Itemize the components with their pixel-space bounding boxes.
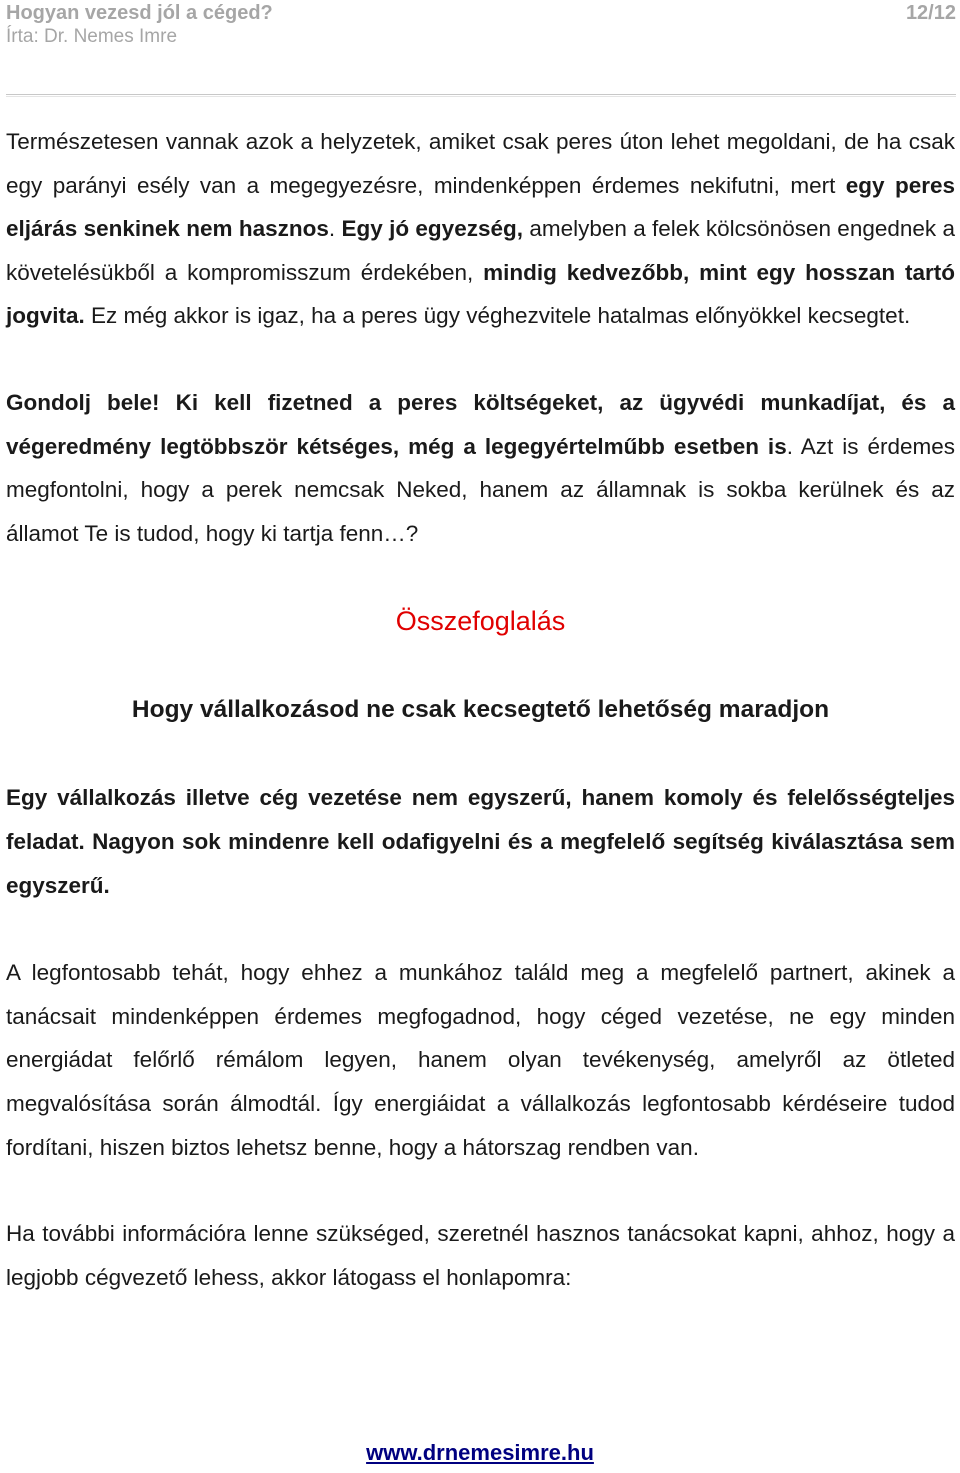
paragraph-think-about-it [6,381,955,555]
bold-run: Gondolj bele! Ki kell fizetned a peres költségeket, az ügyvédi munkadíjat, és a végeredmény legtöbbször kétséges, még a legegyértelműbb esetben is [6,389,955,459]
paragraph-partner: A legfontosabb tehát, hogy ehhez a munkához találd meg a megfelelő partnert, akinek a tanácsait mindenképpen érdemes megfogadnod, hogy céged vezetése, ne egy minden energiádat felőrlő rémálom legyen, hanem olyan tevékenység, amelyről az ötleted megvalósítása során álmodtál. Így energiáidat a vállalkozás legfontosabb kérdéseire tudod fordítani, hiszen biztos lehetsz benne, hogy a hátorszag rendben van. [6,960,955,1160]
text-run: Ez még akkor is igaz, ha a peres ügy véghezvitele hatalmas előnyökkel kecsegtet. [84,303,911,329]
paragraph-summary-bold [6,776,955,907]
bold-run: Egy vállalkozás illetve cég vezetése nem egyszerű, hanem komoly és felelősségteljes feladat. Nagyon sok mindenre kell odafigyelni és a megfelelő segítség kiválasztása sem egyszerű. [6,785,955,898]
paragraph-settlement [6,120,955,338]
bold-run: mindig kedvezőbb, mint egy hosszan tartó jogvita. [6,259,955,329]
bold-run: Egy jó egyezség, [341,216,523,242]
website-link[interactable]: www.drnemesimre.hu [366,1440,594,1465]
document-title: Hogyan vezesd jól a céged? [6,2,273,24]
page-number: 12/12 [905,2,956,24]
section-heading-summary: Összefoglalás [395,606,566,637]
text-run: . Azt is érdemes megfontolni, hogy a perek nemcsak Neked, hanem az államnak is sokba kerülnek és az államot Te is tudod, hogy ki tartja fenn…? [6,433,955,546]
text-run: . [328,216,342,242]
text-run: amelyben a felek kölcsönösen engednek a követelésükből a kompromisszum érdekében, [6,216,955,285]
document-body [6,120,955,1299]
page-header [6,0,956,60]
author-line: Írta: Dr. Nemes Imre [6,26,178,47]
bold-run: egy peres eljárás senkinek nem hasznos [6,172,956,242]
section-subheading: Hogy vállalkozásod ne csak kecsegtető lehetőség maradjon [131,696,830,724]
header-divider [6,94,956,97]
paragraph-contact: Ha további információra lenne szükséged, szeretnél hasznos tanácsokat kapni, ahhoz, hogy a legjobb cégvezető lehess, akkor látogass el honlapomra: [6,1221,955,1290]
text-run: Természetesen vannak azok a helyzetek, amiket csak peres úton lehet megoldani, de ha csak egy parányi esély van a megegyezésre, mindenképpen érdemes nekifutni, mert [6,129,955,198]
